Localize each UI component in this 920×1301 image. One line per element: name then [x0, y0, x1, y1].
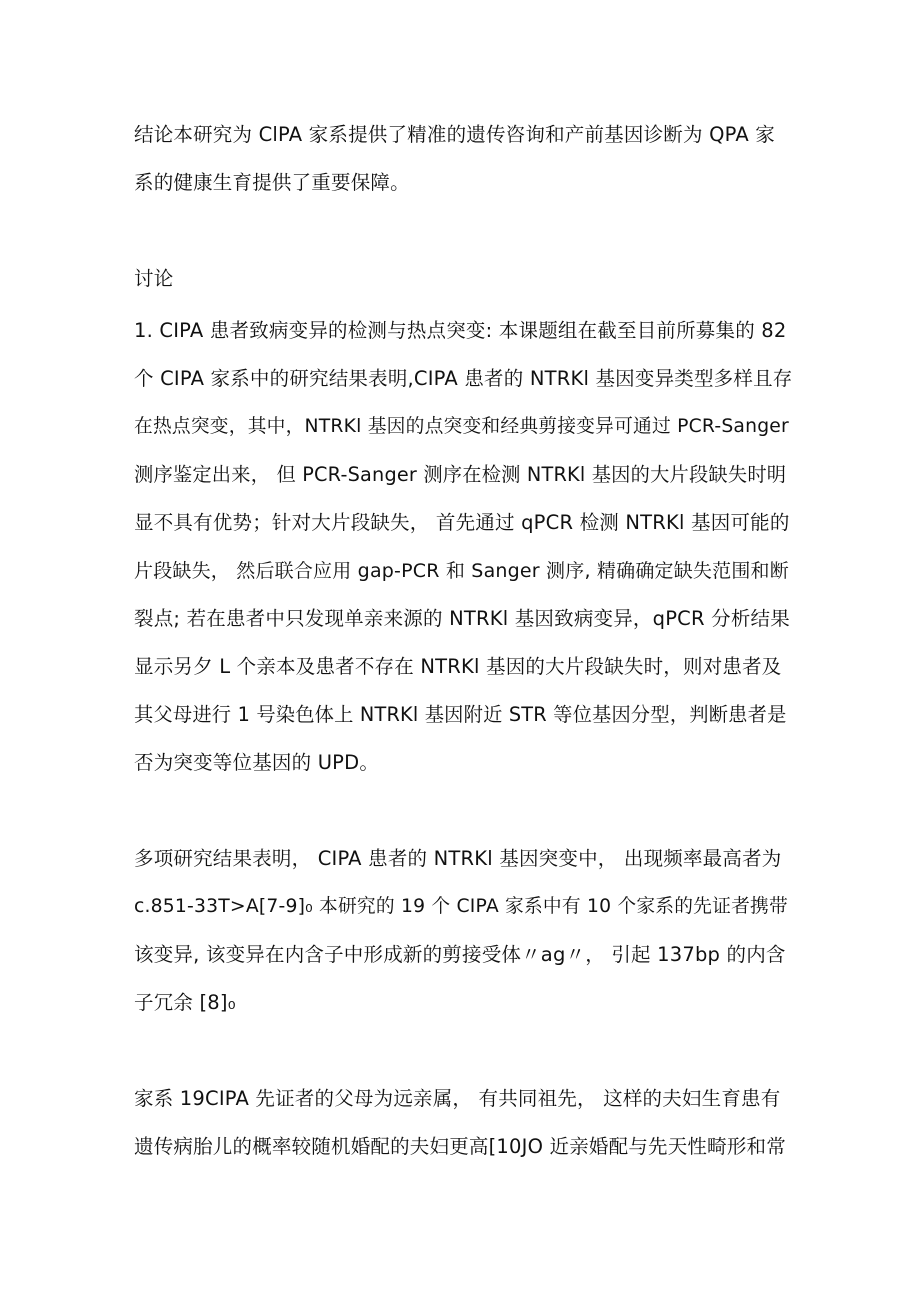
body-line: 遗传病胎儿的概率较随机婚配的夫妇更高[10JO 近亲婚配与先天性畸形和常: [134, 1135, 786, 1158]
body-line: 1. CIPA 患者致病变异的检测与热点突变: 本课题组在截至目前所募集的 82: [134, 319, 787, 342]
body-line: 测序鉴定出来， 但 PCR-Sanger 测序在检测 NTRKl 基因的大片段缺失时明: [134, 463, 787, 486]
section-heading: 讨论: [134, 267, 174, 290]
body-line: 在热点突变，其中，NTRKl 基因的点突变和经典剪接变异可通过 PCR-Sanger: [134, 416, 789, 437]
body-line: 子冗余 [8]₀: [134, 991, 236, 1014]
body-line: c.851-33T>A[7-9]₀ 本研究的 19 个 CIPA 家系中有 10 个家系的先证者携带: [134, 896, 788, 917]
body-line: 裂点; 若在患者中只发现单亲来源的 NTRKl 基因致病变异，qPCR 分析结果: [134, 607, 790, 630]
body-line: 显不具有优势；针对大片段缺失， 首先通过 qPCR 检测 NTRKl 基因可能的: [134, 511, 790, 534]
body-line: 片段缺失， 然后联合应用 gap-PCR 和 Sanger 测序, 精确确定缺失范围和断: [134, 560, 789, 582]
body-line: 个 CIPA 家系中的研究结果表明,CIPA 患者的 NTRKl 基因变异类型多样且存: [134, 367, 793, 390]
body-line: 家系 19CIPA 先证者的父母为远亲属， 有共同祖先， 这样的夫妇生育患有: [134, 1087, 781, 1110]
body-line: 该变异, 该变异在内含子中形成新的剪接受体〃ag〃， 引起 137bp 的内含: [134, 943, 786, 966]
body-line: 多项研究结果表明， CIPA 患者的 NTRKl 基因突变中， 出现频率最高者为: [134, 847, 782, 870]
body-line: 否为突变等位基因的 UPD。: [134, 751, 380, 774]
body-line: 其父母进行 1 号染色体上 NTRKl 基因附近 STR 等位基因分型，判断患者是: [134, 703, 787, 726]
conclusion-line: 结论本研究为 ClPA 家系提供了精准的遗传咨询和产前基因诊断为 QPA 家: [134, 123, 775, 146]
conclusion-line: 系的健康生育提供了重要保障。: [134, 171, 410, 194]
body-line: 显示另夕 L 个亲本及患者不存在 NTRKl 基因的大片段缺失时，则对患者及: [134, 655, 782, 678]
